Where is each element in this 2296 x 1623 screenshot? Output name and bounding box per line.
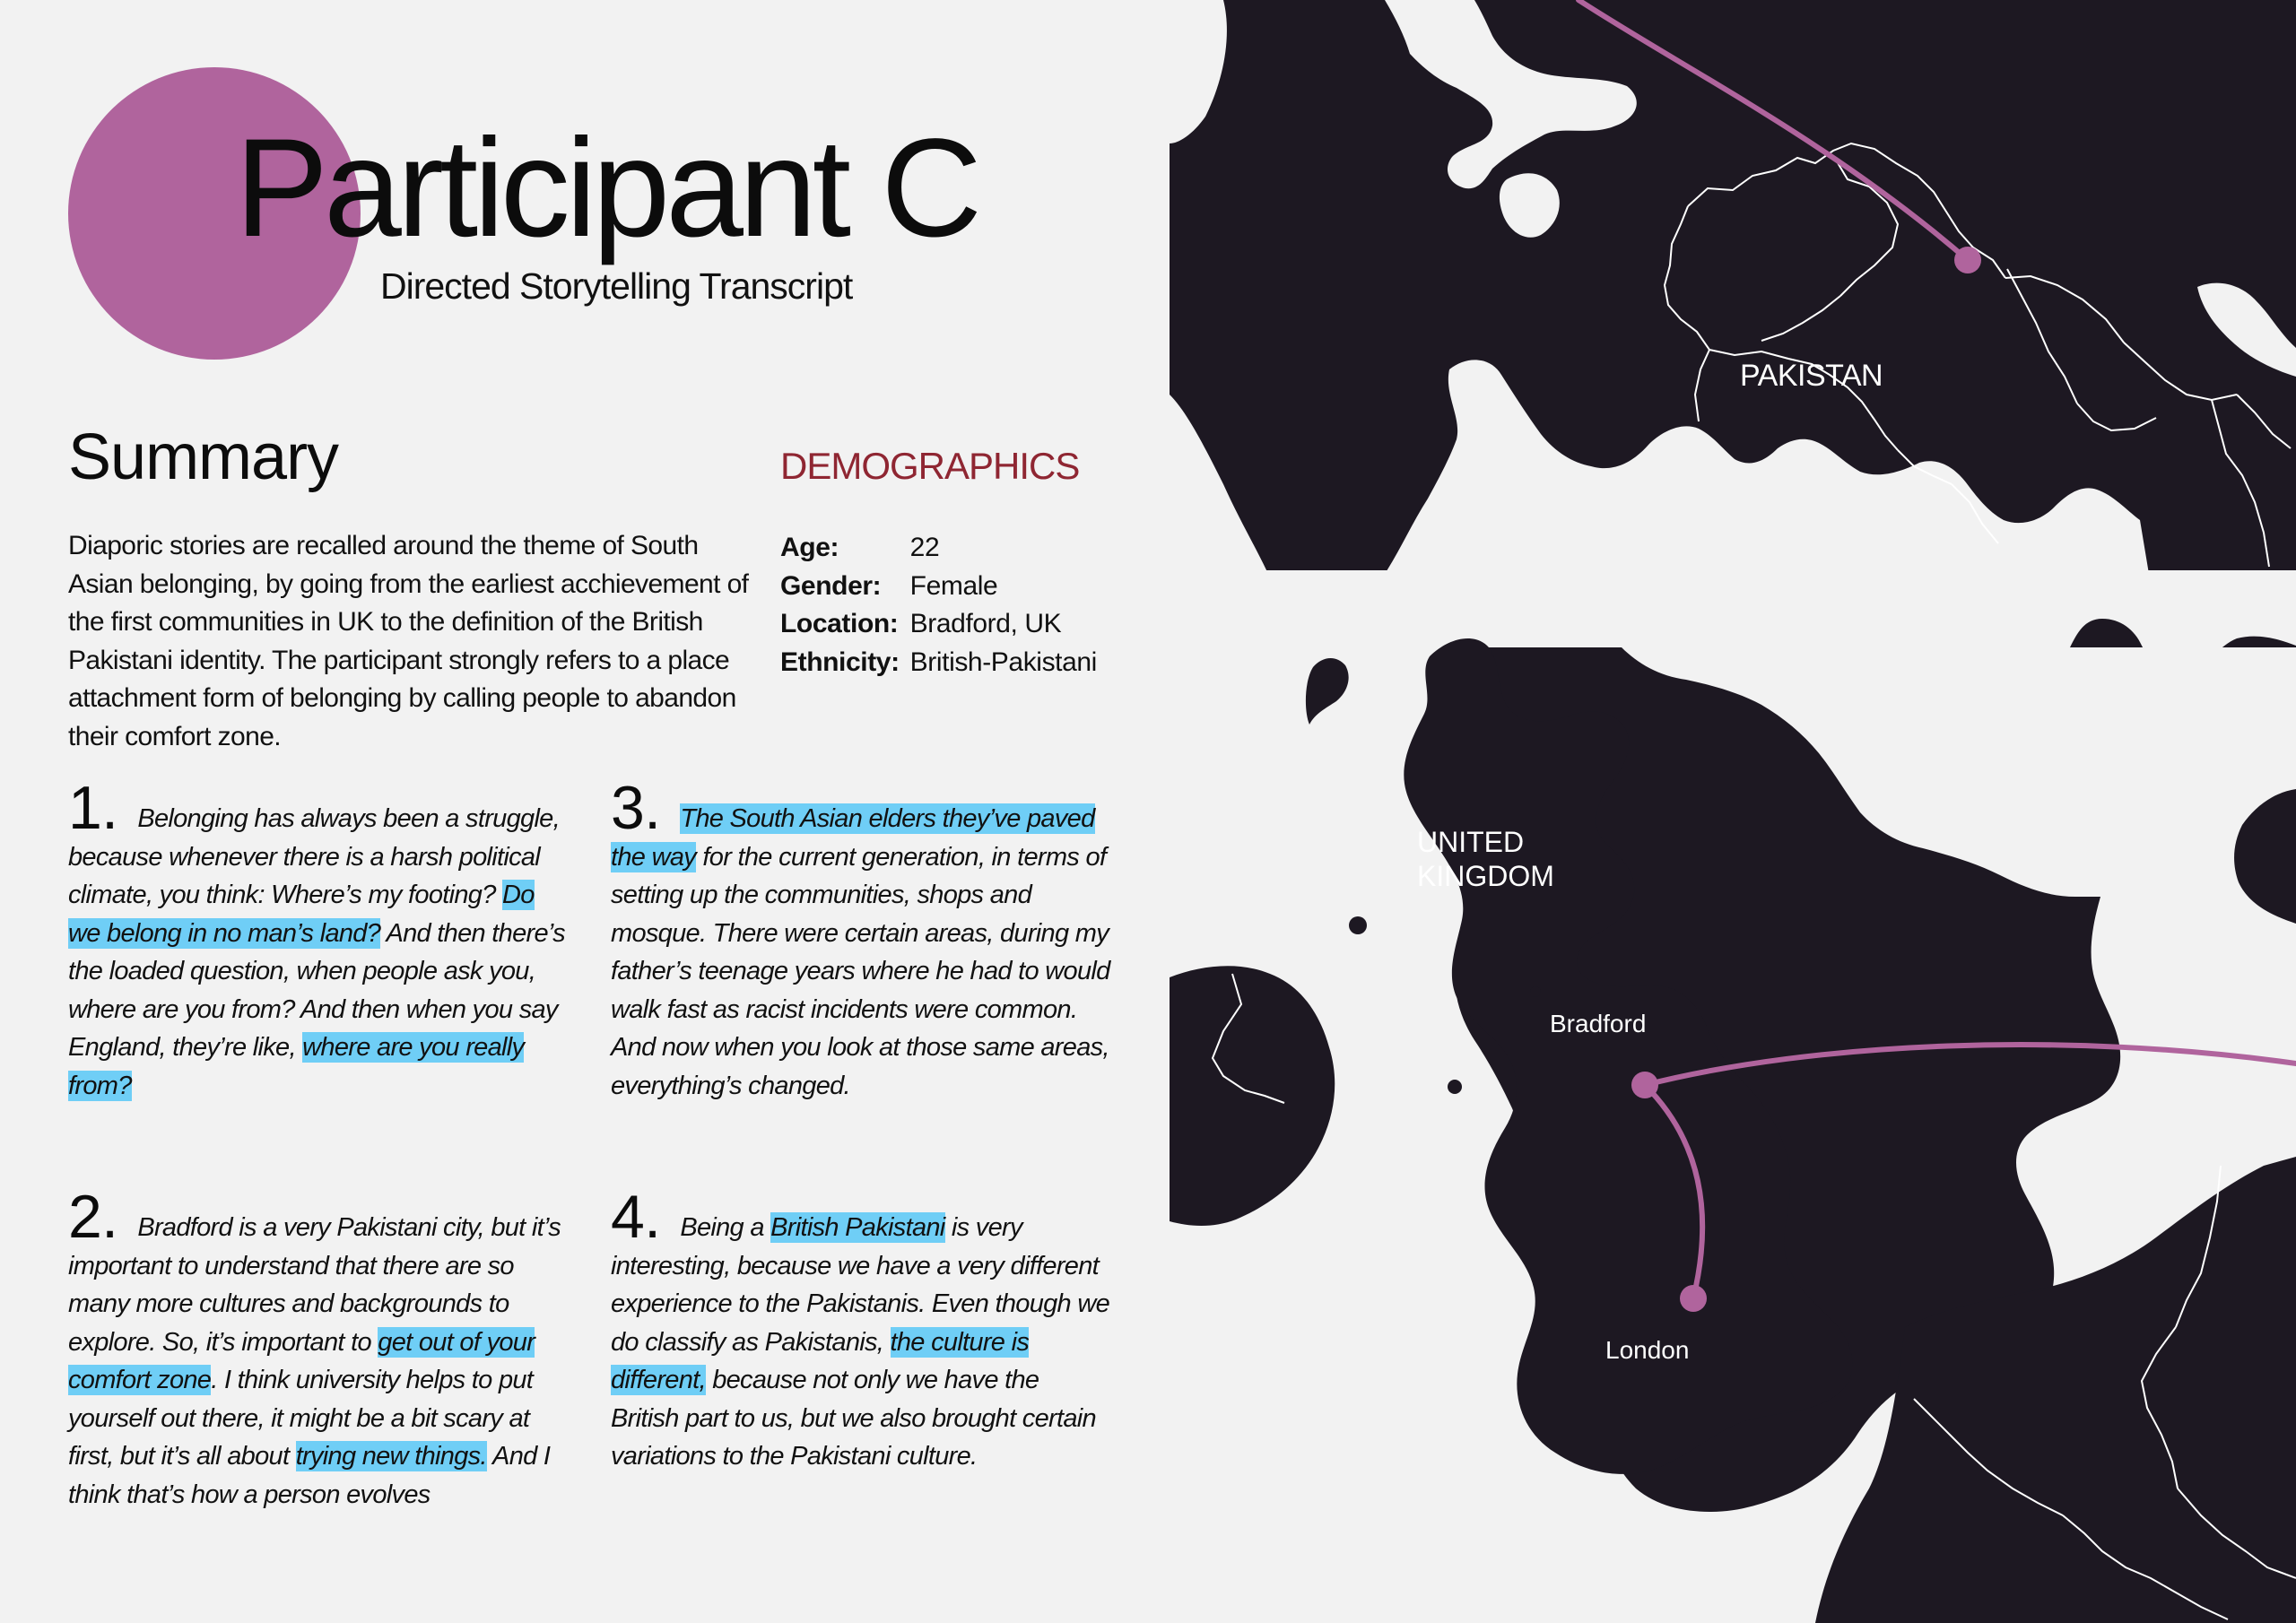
quote-text: is very interesting, because we have a very different experience to the Pakistanis. Even though we do classify as Pakistanis, bbox=[611, 1213, 1110, 1357]
quote-number: 1. bbox=[68, 774, 118, 842]
map-label-uk-line1: UNITED bbox=[1417, 826, 1525, 858]
quote-1 bbox=[68, 774, 570, 1105]
map-illustration bbox=[1170, 0, 2296, 1623]
page-title: Participant C bbox=[235, 110, 978, 266]
london-marker bbox=[1680, 1285, 1707, 1312]
map-divider bbox=[1170, 570, 2296, 576]
page-subtitle: Directed Storytelling Transcript bbox=[380, 265, 853, 307]
quote-text: And then there’s the loaded question, when people ask you, where are you from? And then when you say England, they’re like, bbox=[68, 918, 565, 1062]
quote-text: . I think university helps to put yourself out there, it might be a bit scary at first, but it’s all about bbox=[68, 1366, 534, 1471]
quote-text: And I think that’s how a person evolves bbox=[68, 1442, 551, 1509]
quote-number: 4. bbox=[611, 1183, 661, 1251]
map-label-pakistan: PAKISTAN bbox=[1740, 359, 1883, 393]
water-shapes-top bbox=[1170, 0, 2296, 574]
demographic-value: Bradford, UK bbox=[909, 609, 1062, 639]
demographic-label: Location: bbox=[780, 609, 899, 639]
quote-text: Bradford is a very Pakistani city, but it’s important to understand that there are so many more cultures and backgrounds to explore. So, it’s important to bbox=[68, 1213, 561, 1357]
demographic-value: 22 bbox=[909, 533, 940, 563]
quote-2 bbox=[68, 1183, 570, 1514]
map-label-united-kingdom bbox=[1417, 825, 1554, 893]
demographic-label: Age: bbox=[780, 533, 839, 563]
demographics-row-gender bbox=[780, 568, 1097, 606]
quote-highlight: the culture is different, bbox=[611, 1327, 1030, 1394]
demographic-value: Female bbox=[909, 570, 998, 601]
bradford-marker bbox=[1631, 1072, 1658, 1098]
quote-highlight: Do we belong in no man’s land? bbox=[68, 881, 535, 948]
route-to-pakistan bbox=[1578, 0, 1968, 260]
quote-number: 2. bbox=[68, 1183, 118, 1251]
map-panel bbox=[1170, 0, 2296, 1623]
summary-text: Diaporic stories are recalled around the theme of South Asian belonging, by going from the earliest acchievement of the first communities in UK to the definition of the British Pakistani identity. The participant strongly refers to a place attachment form of belonging by calling people to abandon their comfort zone. bbox=[68, 531, 749, 751]
pakistan-marker bbox=[1954, 247, 1981, 273]
quote-text: for the current generation, in terms of setting up the communities, shops and mosque. There were certain areas, during my father’s teenage years where he had to would walk fast as racist incidents were common. And now when you look at those same areas, everything’s changed. bbox=[611, 842, 1110, 1100]
demographics-row-age bbox=[780, 529, 1097, 568]
demographic-value: British-Pakistani bbox=[909, 647, 1097, 678]
quote-text: Being a bbox=[680, 1213, 771, 1242]
map-label-bradford: Bradford bbox=[1550, 1010, 1647, 1037]
quote-number: 3. bbox=[611, 774, 661, 842]
demographics-table bbox=[780, 529, 1097, 681]
map-label-uk-line2: KINGDOM bbox=[1417, 860, 1554, 892]
demographic-label: Gender: bbox=[780, 570, 882, 601]
quote-text: Belonging has always been a struggle, because whenever there is a harsh political climate, you think: Where’s my footing? bbox=[68, 804, 560, 909]
map-label-london: London bbox=[1605, 1336, 1690, 1364]
quote-3 bbox=[611, 774, 1113, 1105]
quote-text: because not only we have the British part to us, but we also brought certain variations to the Pakistani culture. bbox=[611, 1366, 1096, 1471]
quote-4 bbox=[611, 1183, 1113, 1476]
demographics-row-ethnicity bbox=[780, 644, 1097, 682]
quote-highlight: The South Asian elders they’ve paved the way bbox=[611, 804, 1095, 872]
demographics-heading: DEMOGRAPHICS bbox=[780, 445, 1080, 487]
quote-highlight: trying new things. bbox=[295, 1442, 487, 1471]
summary-heading: Summary bbox=[68, 421, 339, 493]
demographics-row-location bbox=[780, 605, 1097, 644]
demographic-label: Ethnicity: bbox=[780, 647, 900, 678]
quote-highlight: where are you really from? bbox=[68, 1033, 525, 1100]
quote-highlight: British Pakistani bbox=[770, 1213, 945, 1242]
quote-highlight: get out of your comfort zone bbox=[68, 1327, 535, 1394]
